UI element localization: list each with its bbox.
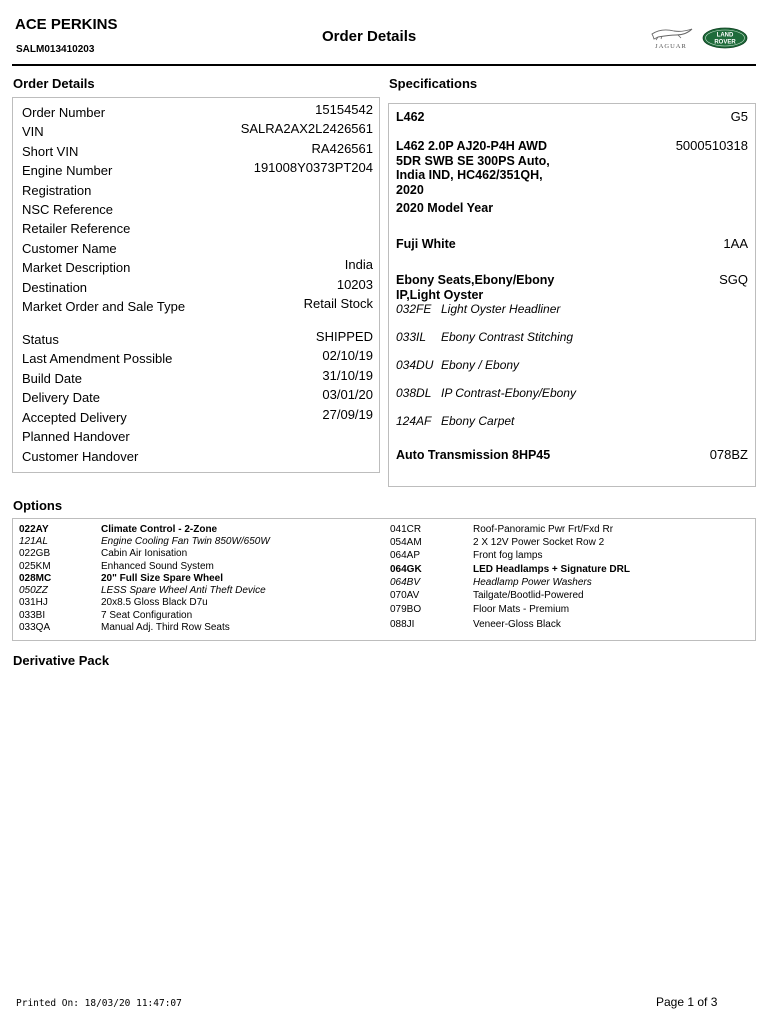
option-description: Manual Adj. Third Row Seats	[101, 622, 230, 633]
option-description: LED Headlamps + Signature DRL	[473, 564, 630, 575]
order-detail-label: Planned Handover	[22, 429, 130, 444]
order-detail-label: Customer Name	[22, 241, 117, 256]
order-detail-label: Customer Handover	[22, 449, 139, 464]
option-code: 028MC	[19, 573, 52, 584]
specifications-heading: Specifications	[389, 76, 478, 91]
option-code: 070AV	[390, 590, 420, 601]
spec-derivative: L462 2.0P AJ20-P4H AWD 5DR SWB SE 300PS Auto, India IND, HC462/351QH, 2020	[396, 139, 550, 197]
option-description: 20x8.5 Gloss Black D7u	[101, 597, 208, 608]
option-code: 022GB	[19, 548, 51, 559]
order-detail-label: Market Order and Sale Type	[22, 299, 186, 314]
option-code: 079BO	[390, 604, 422, 615]
jaguar-logo	[648, 26, 694, 50]
order-detail-label: Status	[22, 332, 59, 347]
trim-item-code: 038DL	[396, 386, 432, 400]
trim-item-code: 033IL	[396, 330, 427, 344]
option-code: 022AY	[19, 524, 49, 535]
option-code: 033BI	[19, 610, 46, 621]
derivative-pack-heading: Derivative Pack	[13, 653, 110, 668]
order-details-heading: Order Details	[13, 76, 95, 91]
option-description: 7 Seat Configuration	[101, 610, 193, 621]
order-detail-value: India	[344, 257, 373, 272]
option-description: Enhanced Sound System	[101, 561, 214, 572]
landrover-logo	[702, 27, 748, 49]
jaguar-logo-text: JAGUAR	[655, 43, 687, 50]
option-description: Climate Control - 2-Zone	[101, 524, 218, 535]
landrover-logo-text-2: ROVER	[714, 39, 736, 46]
spec-trim: Ebony Seats,Ebony/Ebony IP,Light Oyster	[396, 273, 555, 302]
order-detail-value: 02/10/19	[322, 348, 373, 363]
trim-item-description: Light Oyster Headliner	[441, 302, 561, 316]
header-divider	[12, 64, 756, 66]
order-detail-value: 10203	[336, 277, 373, 292]
option-code: 054AM	[390, 537, 422, 548]
option-description: 20" Full Size Spare Wheel	[101, 573, 224, 584]
option-code: 121AL	[19, 536, 48, 547]
order-detail-value: 15154542	[315, 102, 373, 117]
spec-derivative-code: 5000510318	[675, 138, 748, 153]
trim-item-description: IP Contrast-Ebony/Ebony	[441, 386, 576, 400]
option-code: 025KM	[19, 561, 51, 572]
trim-item-code: 124AF	[396, 414, 432, 428]
order-detail-label: Order Number	[22, 105, 106, 120]
option-code: 064BV	[390, 577, 421, 588]
order-detail-label: Build Date	[22, 371, 82, 386]
option-code: 033QA	[19, 622, 51, 633]
trim-item-code: 032FE	[396, 302, 432, 316]
page-number: Page 1 of 3	[656, 995, 718, 1009]
trim-item-description: Ebony Contrast Stitching	[441, 330, 574, 344]
option-code: 064AP	[390, 550, 421, 561]
order-detail-value: Retail Stock	[303, 296, 373, 311]
trim-item-description: Ebony / Ebony	[441, 358, 520, 372]
spec-trim-code: SGQ	[719, 272, 748, 287]
vin-reference: SALM013410203	[16, 44, 95, 55]
order-detail-label: Registration	[22, 183, 92, 198]
option-code: 088JI	[390, 619, 415, 630]
document-title: Order Details	[322, 28, 417, 45]
option-description: 2 X 12V Power Socket Row 2	[473, 537, 605, 548]
order-detail-label: Accepted Delivery	[22, 410, 127, 425]
order-detail-value: 191008Y0373PT204	[253, 160, 373, 175]
order-detail-value: 31/10/19	[322, 368, 373, 383]
order-detail-value: SHIPPED	[315, 329, 373, 344]
option-description: Roof-Panoramic Pwr Frt/Fxd Rr	[473, 524, 614, 535]
spec-paint: Fuji White	[396, 237, 456, 251]
order-detail-label: Market Description	[22, 260, 131, 275]
landrover-logo-text-1: LAND	[716, 32, 734, 39]
order-detail-label: NSC Reference	[22, 202, 114, 217]
order-detail-label: Delivery Date	[22, 390, 101, 405]
trim-item-description: Ebony Carpet	[441, 414, 515, 428]
option-description: Tailgate/Bootlid-Powered	[473, 590, 584, 601]
option-description: Engine Cooling Fan Twin 850W/650W	[101, 536, 270, 547]
order-detail-label: Engine Number	[22, 163, 113, 178]
order-detail-value: SALRA2AX2L2426561	[240, 121, 373, 136]
option-code: 064GK	[390, 564, 422, 575]
option-description: Floor Mats - Premium	[473, 604, 570, 615]
option-description: Front fog lamps	[473, 550, 543, 561]
order-detail-label: Retailer Reference	[22, 221, 131, 236]
spec-model-code: G5	[730, 109, 748, 124]
spec-paint-code: 1AA	[723, 236, 748, 251]
order-detail-label: Short VIN	[22, 144, 79, 159]
order-detail-label: Last Amendment Possible	[22, 351, 173, 366]
option-description: Cabin Air Ionisation	[101, 548, 188, 559]
order-detail-value: RA426561	[311, 141, 373, 156]
spec-model-year: 2020 Model Year	[396, 201, 494, 215]
dealer-name: ACE PERKINS	[15, 16, 118, 33]
option-code: 031HJ	[19, 597, 48, 608]
order-detail-value: 03/01/20	[322, 387, 373, 402]
spec-transmission-code: 078BZ	[709, 447, 748, 462]
spec-transmission: Auto Transmission 8HP45	[396, 448, 551, 462]
option-description: LESS Spare Wheel Anti Theft Device	[101, 585, 266, 596]
option-description: Veneer-Gloss Black	[473, 619, 561, 630]
trim-item-code: 034DU	[396, 358, 434, 372]
order-detail-value: 27/09/19	[322, 407, 373, 422]
options-heading: Options	[13, 498, 63, 513]
spec-model: L462	[396, 110, 425, 124]
option-description: Headlamp Power Washers	[473, 577, 592, 588]
order-detail-label: Destination	[22, 280, 88, 295]
printed-on: Printed On: 18/03/20 11:47:07	[16, 998, 182, 1009]
option-code: 050ZZ	[19, 585, 48, 596]
order-detail-label: VIN	[22, 124, 44, 139]
option-code: 041CR	[390, 524, 422, 535]
